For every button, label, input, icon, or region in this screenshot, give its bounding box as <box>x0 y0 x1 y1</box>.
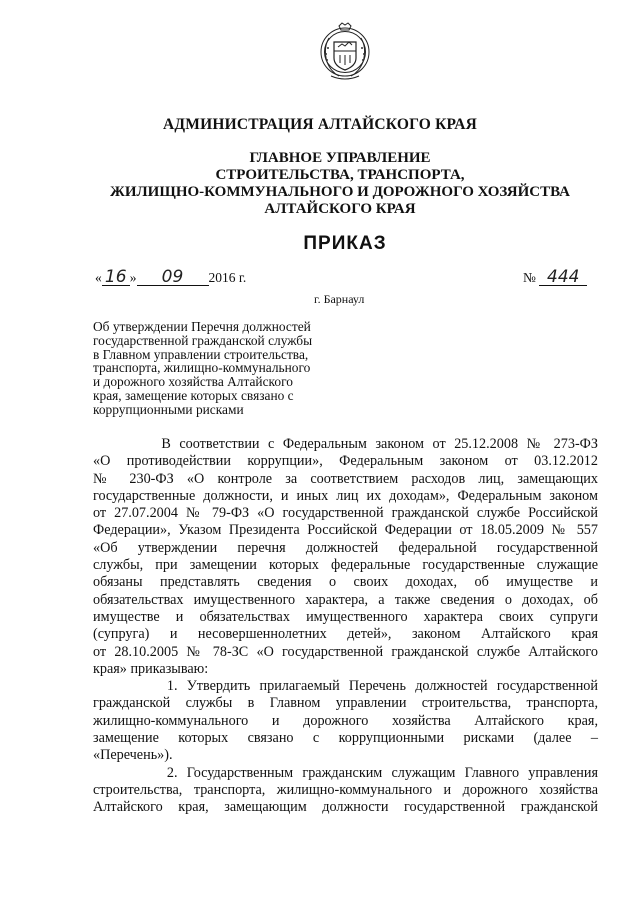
title-line: в Главном управлении строительства, <box>93 346 309 362</box>
order-title <box>93 320 341 417</box>
number-label: № <box>523 270 536 285</box>
title-line: государственной гражданской службы <box>93 332 313 348</box>
department-line: ГЛАВНОЕ УПРАВЛЕНИЕ <box>249 150 431 166</box>
body-line: обязательствах имущественного характера, а также сведения о доходах, об <box>93 591 598 608</box>
date-open-quote: « <box>95 270 102 285</box>
title-line: транспорта, жилищно-коммунального <box>93 360 311 376</box>
body-line: края» приказываю: <box>93 660 209 677</box>
date-month: 09 <box>161 267 184 287</box>
body-line: государственные должности, и иных лиц их доходам», Федеральным законом <box>93 487 598 504</box>
body-line: строительства, транспорта, жилищно-коммунального и дорожного хозяйства <box>93 781 598 798</box>
title-line: края, замещение которых связано с <box>93 387 294 403</box>
number-value: 444 <box>547 267 580 287</box>
body-line: имуществе и обязательствах имущественного характера своих супруги <box>93 608 598 625</box>
city: г. Барнаул <box>314 292 365 306</box>
body-line: Алтайского края, замещающим должности государственной гражданской <box>93 799 598 816</box>
body-line: замещение которых связано с коррупционными рисками (далее – <box>93 730 598 747</box>
coat-of-arms-emblem <box>316 20 374 82</box>
body-line: обязаны представлять сведения о своих доходах, об имуществе и <box>93 574 598 591</box>
body-line: 1. Утвердить прилагаемый Перечень должностей государственной <box>93 678 598 695</box>
department-name <box>60 150 620 218</box>
body-line: (супруга) и несовершеннолетних детей», законом Алтайского края <box>93 626 598 643</box>
department-line: ЖИЛИЩНО-КОММУНАЛЬНОГО И ДОРОЖНОГО ХОЗЯЙСТВА <box>110 184 570 200</box>
body-line: № 230-ФЗ «О контроле за соответствием расходов лиц, замещающих <box>93 470 598 487</box>
administration-title: АДМИНИСТРАЦИЯ АЛТАЙСКОГО КРАЯ <box>162 116 478 133</box>
date-close-quote: » <box>129 270 137 285</box>
body-line: от 27.07.2004 № 79-ФЗ «О государственной гражданской службе Российской <box>93 505 598 522</box>
body-line: Федерации», Указом Президента Российской Федерации от 18.05.2009 № 557 <box>93 522 598 539</box>
title-line: Об утверждении Перечня должностей <box>93 319 311 334</box>
date-day: 16 <box>104 267 127 287</box>
title-line: и дорожного хозяйства Алтайского <box>93 374 293 390</box>
order-number <box>523 267 587 287</box>
title-line: коррупционными рисками <box>93 401 244 417</box>
order-body <box>93 436 598 817</box>
body-line: «Об утверждении перечня должностей федеральной государственной <box>93 539 598 556</box>
department-line: АЛТАЙСКОГО КРАЯ <box>264 201 416 217</box>
body-line: «Перечень»). <box>93 747 173 764</box>
order-date <box>95 267 247 287</box>
body-line: гражданской службы в Главном управлении строительства, транспорта, <box>93 695 598 712</box>
body-line: В соответствии с Федеральным законом от 25.12.2008 № 273-ФЗ <box>93 436 598 452</box>
department-line: СТРОИТЕЛЬСТВА, ТРАНСПОРТА, <box>215 167 465 183</box>
body-line: «О противодействии коррупции», Федеральным законом от 03.12.2012 <box>93 453 598 470</box>
body-line: 2. Государственным гражданским служащим Главного управления <box>93 764 598 781</box>
body-line: службы, при замещении которых федеральные государственные служащие <box>93 557 598 574</box>
date-year: 2016 г. <box>208 270 247 285</box>
body-line: от 28.10.2005 № 78-ЗС «О государственной гражданской службе Алтайского <box>93 643 598 660</box>
document-type-heading: ПРИКАЗ <box>303 233 387 254</box>
body-line: жилищно-коммунального и дорожного хозяйства Алтайского края, <box>93 712 598 729</box>
